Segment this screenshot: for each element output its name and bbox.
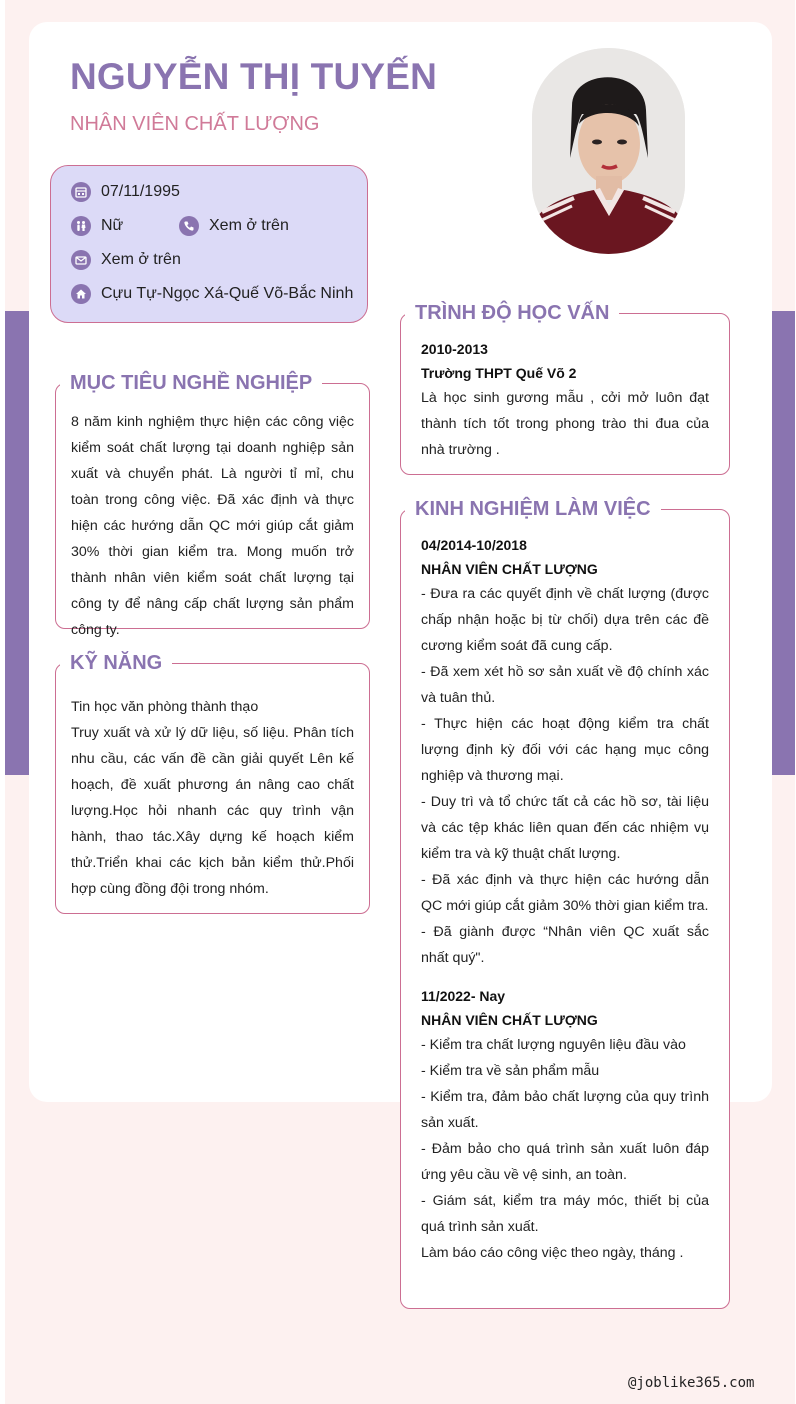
address-row: [71, 284, 353, 304]
job-duty: - Kiểm tra về sản phẩm mẫu: [421, 1063, 600, 1079]
job-entry: [421, 533, 709, 971]
job-position: NHÂN VIÊN CHẤT LƯỢNG: [421, 1012, 598, 1028]
job-position: NHÂN VIÊN CHẤT LƯỢNG: [421, 561, 598, 577]
address-text: Cựu Tự-Ngọc Xá-Quế Võ-Bắc Ninh: [101, 285, 354, 302]
job-duty: - Kiểm tra, đảm bảo chất lượng của quy trình sản xuất.: [421, 1089, 709, 1131]
portrait-illustration: [532, 48, 685, 254]
cv-page: [5, 0, 795, 1404]
birthday-row: [71, 182, 180, 202]
left-accent-band: [5, 311, 29, 775]
job-duty: - Kiểm tra chất lượng nguyên liệu đầu vào: [421, 1037, 686, 1053]
job-period: 04/2014-10/2018: [421, 537, 527, 553]
skills-first-line: Tin học văn phòng thành thạo: [71, 699, 259, 715]
phone-icon: [179, 216, 199, 236]
skills-content: [71, 694, 354, 902]
experience-heading: KINH NGHIỆM LÀM VIỆC: [405, 497, 661, 521]
mail-icon: [71, 250, 91, 270]
birthday-text: 07/11/1995: [101, 183, 180, 200]
home-icon: [71, 284, 91, 304]
gender-icon: [71, 216, 91, 236]
right-accent-band: [772, 311, 795, 775]
skills-text: Truy xuất và xử lý dữ liệu, số liệu. Phân tích nhu cầu, các vấn đề cần giải quyết Lên kế hoạch, đề xuất phương án nâng cao chất lượng.Học hỏi nhanh các quy trình vận hành, thao tác.Xây dựng kế hoạch kiểm thử.Triển khai các kịch bản kiểm thử.Phối hợp cùng đồng đội trong nhóm.: [71, 725, 354, 897]
email-row: [71, 250, 181, 270]
job-duty: - Đã giành được “Nhân viên QC xuất sắc nhất quý".: [421, 924, 709, 966]
job-duty: - Giám sát, kiểm tra máy móc, thiết bị của quá trình sản xuất.: [421, 1193, 709, 1235]
objective-text: 8 năm kinh nghiệm thực hiện các công việc kiểm soát chất lượng tại doanh nghiệp sản xuất và chuyển phát. Là người tỉ mỉ, chu toàn trong công việc. Đã xác định và thực hiện các hướng dẫn QC mới giúp cắt giảm 30% thời gian kiểm tra. Mong muốn trở thành nhân viên kiểm soát chất lượng tại công ty để nâng cấp chất lượng sản phẩm công ty.: [71, 414, 354, 638]
email-text: Xem ở trên: [101, 251, 181, 268]
job-duty: - Đã xem xét hồ sơ sản xuất về độ chính xác và tuân thủ.: [421, 664, 709, 706]
phone-row: [179, 216, 289, 236]
job-duty: - Duy trì và tổ chức tất cả các hồ sơ, tài liệu và các tệp khác liên quan đến các nhiệm vụ kiểm tra và kỹ thuật chất lượng.: [421, 794, 709, 862]
education-content: [421, 337, 709, 463]
footer-watermark[interactable]: @joblike365.com: [628, 1375, 755, 1391]
gender-row: [71, 216, 123, 236]
candidate-role: NHÂN VIÊN CHẤT LƯỢNG: [70, 113, 320, 135]
job-entry: [421, 984, 709, 1266]
job-duty: - Đưa ra các quyết định về chất lượng (được chấp nhận hoặc bị từ chối) dựa trên các đề cương kiểm soát đã cung cấp.: [421, 586, 709, 654]
experience-content: [421, 533, 709, 1266]
candidate-name: NGUYỄN THỊ TUYẾN: [70, 56, 438, 97]
job-duty: - Thực hiện các hoạt động kiểm tra chất lượng định kỳ đối với các hạng mục công nghiệp và thương mại.: [421, 716, 709, 784]
job-duty: - Đảm bảo cho quá trình sản xuất luôn đáp ứng yêu cầu về vệ sinh, an toàn.: [421, 1141, 709, 1183]
job-period: 11/2022- Nay: [421, 988, 506, 1004]
job-duty: - Đã xác định và thực hiện các hướng dẫn QC mới giúp cắt giảm 30% thời gian kiểm tra.: [421, 872, 709, 914]
profile-photo: [532, 48, 685, 254]
gender-text: Nữ: [101, 217, 124, 234]
calendar-icon: [71, 182, 91, 202]
education-text: Là học sinh gương mẫu , cởi mở luôn đạt thành tích tốt trong phong trào thi đua của nhà trường .: [421, 390, 709, 458]
school-name: Trường THPT Quế Võ 2: [421, 365, 577, 381]
phone-text: Xem ở trên: [209, 217, 289, 234]
education-period: 2010-2013: [421, 341, 488, 357]
job-duty: Làm báo cáo công việc theo ngày, tháng .: [421, 1245, 684, 1261]
contact-info-box: [50, 165, 368, 323]
objective-heading: MỤC TIÊU NGHỀ NGHIỆP: [60, 371, 322, 395]
education-heading: TRÌNH ĐỘ HỌC VẤN: [405, 301, 619, 325]
skills-heading: KỸ NĂNG: [60, 651, 172, 675]
